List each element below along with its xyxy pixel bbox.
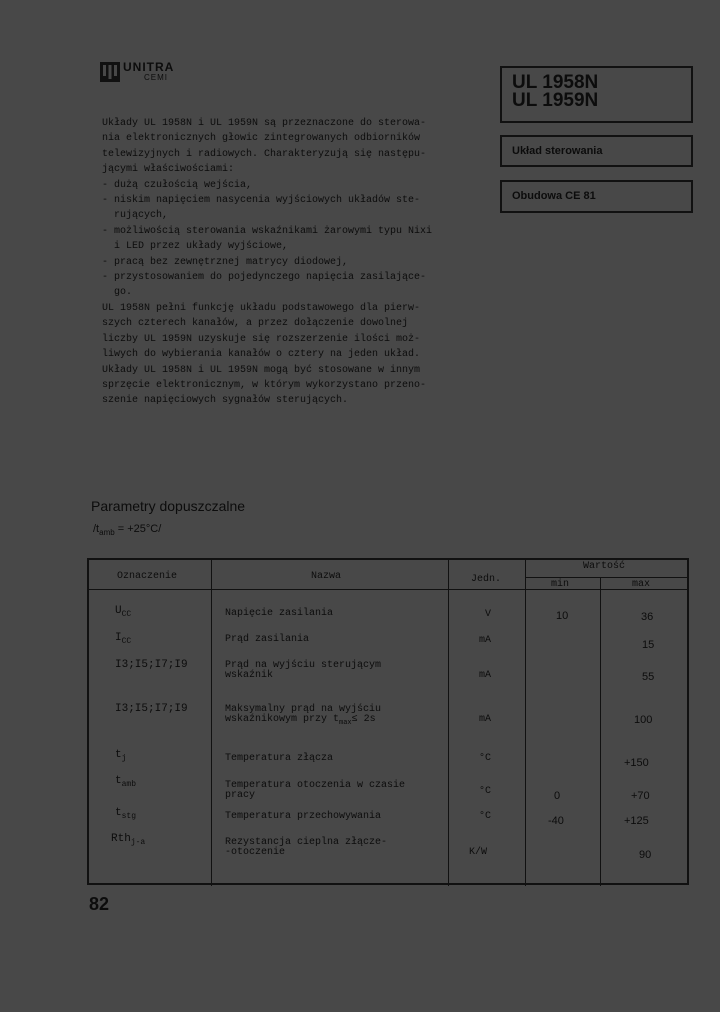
section-heading: Parametry dopuszczalne: [91, 498, 246, 514]
description-line: - przystosowaniem do pojedynczego napięcia zasilające-: [102, 272, 427, 284]
row-unit: °C: [479, 753, 492, 764]
row-unit: mA: [479, 714, 492, 725]
cond-sub: amb: [99, 528, 115, 538]
row-max: 100: [634, 714, 653, 726]
function-box: Układ sterowania: [500, 135, 693, 167]
row-name: Maksymalny prąd na wyjściu: [225, 704, 382, 715]
row-min: -40: [548, 815, 564, 827]
description-line: sprzęcie elektronicznym, w którym wykorzystano przeno-: [102, 379, 427, 391]
ambient-condition: [93, 523, 161, 537]
description-line: szenie napięciowych sygnałów sterujących.: [102, 395, 349, 407]
table-row: $t_{stg}$: [115, 807, 137, 822]
part-number-box: [500, 66, 693, 123]
description-line: - możliwością sterowania wskaźnikami żarowymi typu Nixi: [102, 225, 433, 237]
row-name: Temperatura otoczenia w czasie: [225, 780, 406, 791]
header-name: Nazwa: [311, 571, 342, 582]
description-line: szych czterech kanałów, a przez dołączenie dowolnej: [102, 318, 409, 330]
row-max: +125: [624, 815, 649, 827]
package-box: Obudowa CE 81: [500, 180, 693, 213]
description-line: i LED przez układy wyjściowe,: [102, 241, 289, 253]
table-row: $U_{CC}$: [115, 605, 132, 620]
row-name: Prąd na wyjściu sterującym: [225, 660, 382, 671]
table-row: I3;I5;I7;I9: [115, 659, 188, 671]
table-row: $I_{CC}$: [115, 632, 132, 647]
header-min: min: [551, 579, 570, 590]
logo-sub: CEMI: [144, 73, 168, 82]
cond-suffix: = +25°C/: [114, 523, 162, 535]
description-line: Układy UL 1958N i UL 1959N są przeznaczone do sterowa-: [102, 118, 427, 129]
row-min: 10: [556, 610, 569, 622]
unitra-logo: [100, 62, 220, 86]
header-max: max: [632, 579, 651, 590]
description-line: telewizyjnych i radiowych. Charakteryzują się następu-: [102, 148, 427, 160]
header-value: Wartość: [583, 561, 626, 572]
description-line: - niskim napięciem nasycenia wyjściowych układów ste-: [102, 195, 421, 207]
row-unit: K/W: [469, 847, 488, 858]
row-name: Rezystancja cieplna złącze-: [225, 837, 388, 848]
unitra-logo-icon: [100, 62, 120, 82]
row-max: 90: [639, 849, 652, 861]
row-unit: V: [485, 609, 492, 620]
row-unit: °C: [479, 786, 492, 797]
page-number: 82: [89, 894, 110, 914]
row-unit: mA: [479, 635, 492, 646]
row-name: Temperatura przechowywania: [225, 811, 382, 822]
logo-brand: UNITRA: [123, 60, 175, 74]
row-name-cont: wskaźnikowym przy $t_{max}\le 2s$: [225, 714, 376, 727]
description-line: nia elektronicznych głowic zintegrowanych odbiorników: [102, 133, 421, 145]
row-max: +70: [631, 790, 650, 802]
description-line: Układy UL 1958N i UL 1959N mogą być stosowane w innym: [102, 364, 421, 376]
header-unit: Jedn.: [471, 574, 502, 585]
row-name-cont: wskaźnik: [225, 670, 274, 681]
row-name: Prąd zasilania: [225, 634, 310, 645]
header-symbol: Oznaczenie: [117, 571, 178, 582]
row-max: 15: [642, 639, 655, 651]
row-name: Temperatura złącza: [225, 753, 334, 764]
description-line: UL 1958N pełni funkcję układu podstawowego dla pierw-: [102, 302, 421, 314]
row-name: Napięcie zasilania: [225, 608, 334, 619]
row-name-cont: pracy: [225, 790, 256, 801]
description-line: - pracą bez zewnętrznej matrycy diodowej,: [102, 256, 349, 268]
description-line: - dużą czułością wejścia,: [102, 179, 253, 191]
parameters-table: [87, 558, 689, 885]
cond-prefix: /t: [93, 523, 100, 535]
table-row: $t_{amb}$: [115, 775, 137, 790]
row-unit: mA: [479, 670, 492, 681]
description-line: go.: [102, 287, 133, 299]
part-number-2: UL 1959N: [512, 90, 599, 111]
row-unit: °C: [479, 811, 492, 822]
table-row: Rth$_{j-a}$: [111, 833, 146, 848]
table-row: $t_j$: [115, 749, 127, 764]
description-line: rujących,: [102, 210, 169, 222]
row-max: 55: [642, 671, 655, 683]
row-min: 0: [554, 790, 561, 802]
description-line: liwych do wybierania kanałów o cztery na jeden układ.: [102, 349, 421, 361]
description-line: jącymi właściwościami:: [102, 164, 235, 176]
row-max: +150: [624, 757, 649, 769]
row-name-cont: -otoczenie: [225, 847, 286, 858]
part-number-1: UL 1958N: [512, 72, 599, 93]
row-max: 36: [641, 611, 654, 623]
description-line: liczby UL 1959N uzyskuje się rozszerzenie ilości moż-: [102, 333, 421, 345]
description-text: [102, 116, 482, 409]
table-row: I3;I5;I7;I9: [115, 703, 188, 715]
